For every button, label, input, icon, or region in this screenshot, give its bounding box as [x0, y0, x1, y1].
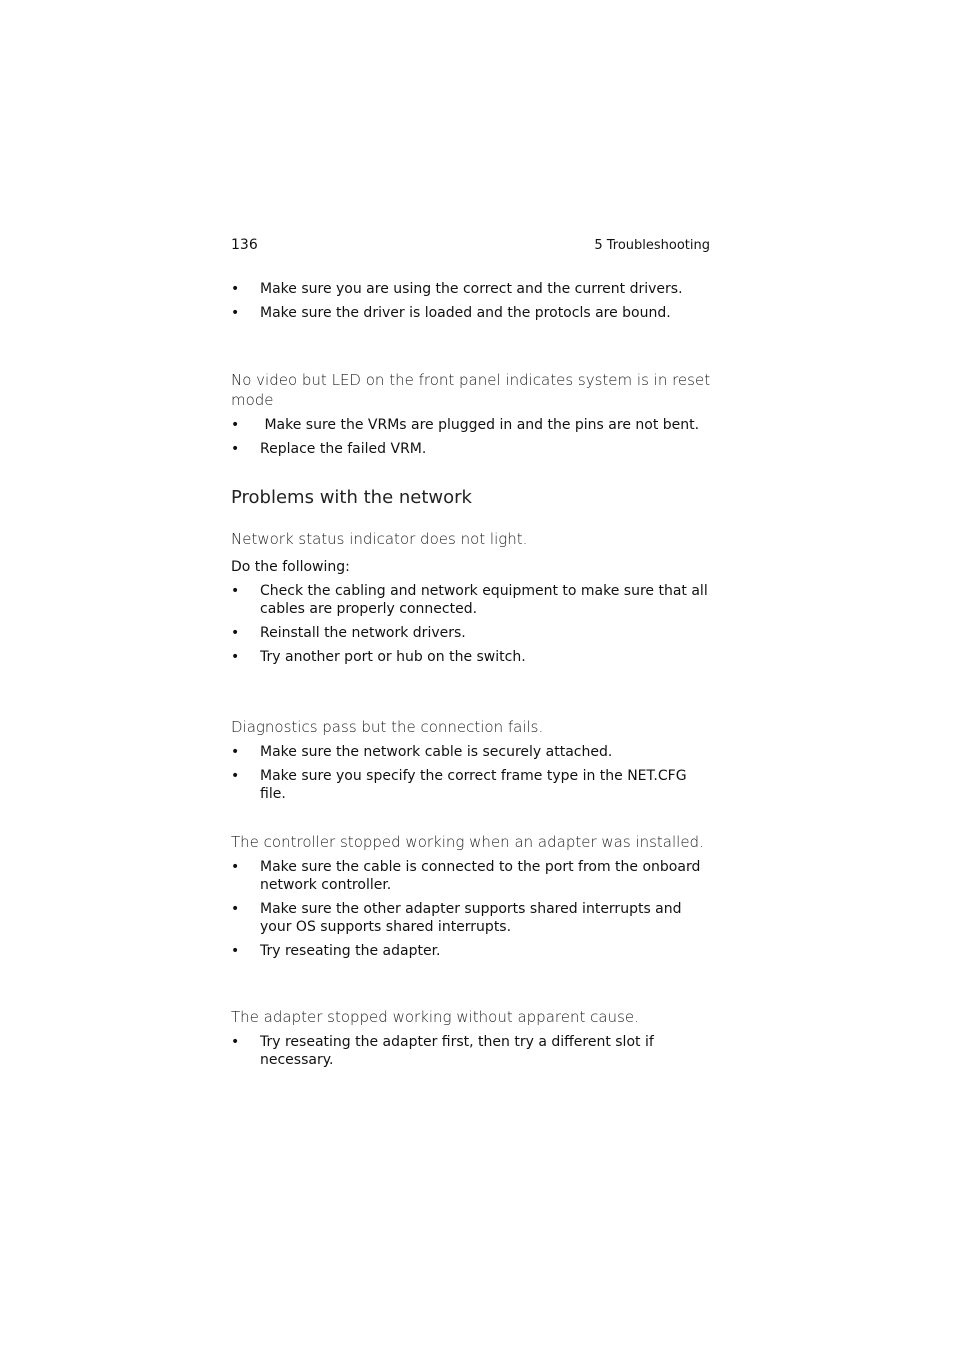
driver-checks-list	[231, 280, 711, 322]
bullet-icon: •	[231, 583, 240, 599]
list-item: • Reinstall the network drivers.	[231, 625, 466, 641]
status-indicator-heading: Network status indicator does not light.	[231, 530, 528, 548]
bullet-icon: •	[231, 901, 240, 917]
adapter-stopped-section	[231, 1007, 711, 1075]
page-number: 136	[231, 237, 258, 253]
list-item: • Make sure the driver is loaded and the protocls are bound.	[231, 305, 671, 321]
bullet-icon: •	[231, 625, 240, 641]
diagnostics-list	[231, 743, 711, 803]
controller-stopped-section	[231, 832, 711, 966]
network-section-title-block	[231, 486, 711, 510]
list-item: • Try reseating the adapter first, then try a different slot if necessary.	[231, 1034, 654, 1068]
bullet-icon: •	[231, 943, 240, 959]
list-item: • Make sure you are using the correct and the current drivers.	[231, 281, 683, 297]
bullet-icon: •	[231, 1034, 240, 1050]
no-video-list	[231, 416, 711, 458]
status-indicator-intro: Do the following:	[231, 559, 350, 575]
bullet-icon: •	[231, 305, 240, 321]
status-indicator-list	[231, 582, 711, 666]
list-item: • Make sure the network cable is securely attached.	[231, 744, 613, 760]
running-header-chapter: 5 Troubleshooting	[594, 238, 710, 253]
bullet-icon: •	[231, 649, 240, 665]
controller-stopped-list	[231, 858, 711, 960]
list-item: • Make sure the other adapter supports shared interrupts and your OS supports shared interrupts.	[231, 901, 682, 935]
no-video-section	[231, 370, 711, 464]
bullet-icon: •	[231, 768, 240, 784]
adapter-stopped-heading: The adapter stopped working without apparent cause.	[231, 1008, 639, 1026]
no-video-heading: No video but LED on the front panel indicates system is in reset mode	[231, 371, 711, 409]
list-item: • Make sure the VRMs are plugged in and the pins are not bent.	[231, 417, 700, 433]
diagnostics-heading: Diagnostics pass but the connection fails.	[231, 718, 544, 736]
bullet-icon: •	[231, 859, 240, 875]
list-item: • Make sure the cable is connected to the port from the onboard network controller.	[231, 859, 701, 893]
adapter-stopped-list	[231, 1033, 711, 1069]
bullet-icon: •	[231, 744, 240, 760]
list-item: • Check the cabling and network equipment to make sure that all cables are properly connected.	[231, 583, 708, 617]
diagnostics-section	[231, 717, 711, 809]
driver-checks	[231, 280, 711, 328]
controller-stopped-heading: The controller stopped working when an adapter was installed.	[231, 833, 704, 851]
bullet-icon: •	[231, 281, 240, 297]
bullet-icon: •	[231, 417, 240, 433]
list-item: • Try another port or hub on the switch.	[231, 649, 526, 665]
list-item: • Replace the failed VRM.	[231, 441, 427, 457]
bullet-icon: •	[231, 441, 240, 457]
list-item: • Try reseating the adapter.	[231, 943, 441, 959]
section-title: Problems with the network	[231, 487, 472, 508]
status-indicator-section	[231, 529, 711, 672]
list-item: • Make sure you specify the correct frame type in the NET.CFG file.	[231, 768, 687, 802]
